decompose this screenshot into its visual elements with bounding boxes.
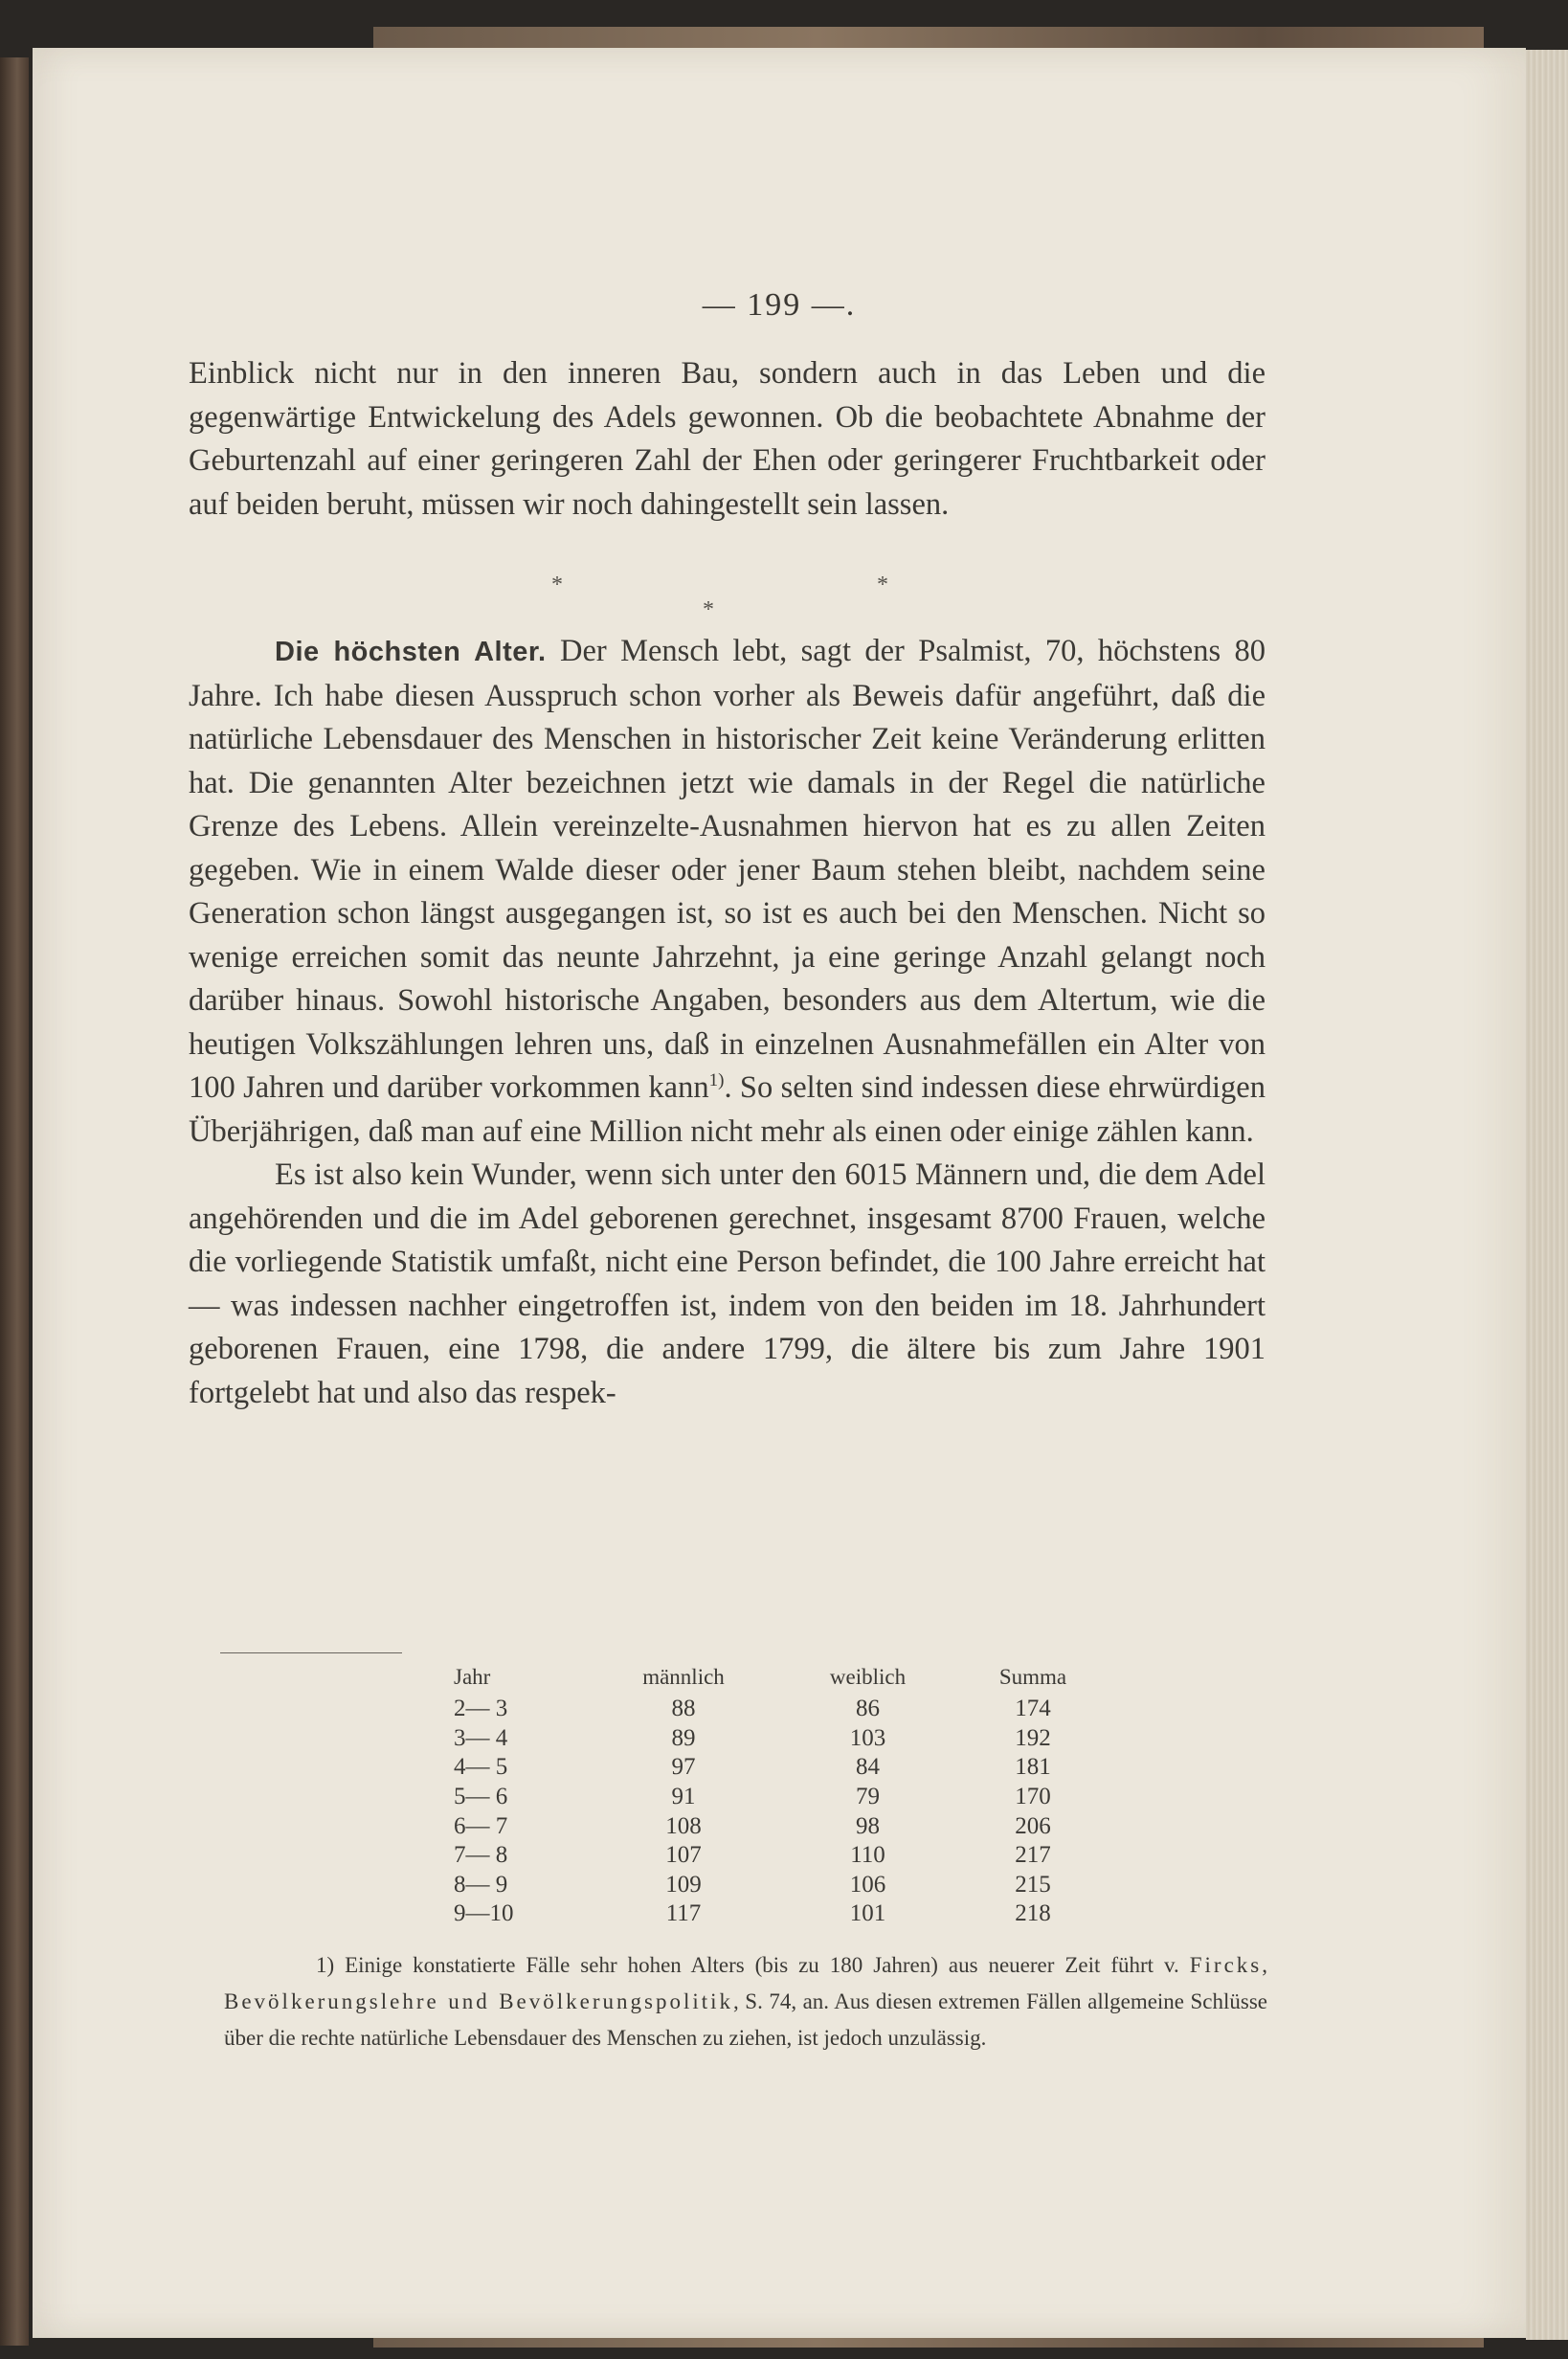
footnote-part-2: ,	[1262, 1953, 1267, 1977]
footnote-book-title: Bevölkerungslehre und Bevölkerungspolitik	[224, 1989, 734, 2013]
page-number: — 199 —.	[702, 287, 857, 323]
cell-summa: 218	[1015, 1900, 1051, 1927]
header-summa: Summa	[998, 1665, 1067, 1689]
cell-summa: 217	[1015, 1842, 1051, 1869]
cell-weiblich: 103	[849, 1724, 886, 1751]
cell-maennlich: 117	[665, 1900, 702, 1927]
table-row	[415, 1871, 1109, 1900]
asterism	[33, 573, 1526, 630]
paragraph-1	[189, 352, 1266, 527]
cell-weiblich: 98	[856, 1812, 880, 1839]
table-row	[415, 1753, 1109, 1783]
footnote-part-3: , S. 74, an. Aus diesen extremen Fällen allgemeine Schlüsse über die rechte natürliche Lebensdauer des Menschen zu ziehen, ist jedoch unzulässig.	[224, 1989, 1268, 2050]
paragraph-2-body	[189, 630, 1266, 1154]
cell-weiblich: 110	[850, 1842, 885, 1869]
cell-jahr: 7— 8	[454, 1842, 508, 1869]
cell-summa: 174	[1015, 1696, 1051, 1722]
cell-weiblich: 101	[849, 1900, 886, 1927]
asterism-right: *	[877, 573, 888, 597]
footnote	[224, 1947, 1267, 2056]
cell-weiblich: 106	[849, 1871, 886, 1898]
cell-weiblich: 84	[856, 1754, 880, 1781]
asterism-left: *	[551, 573, 563, 597]
cell-summa: 170	[1015, 1784, 1051, 1810]
paragraph-2-text-b: . So selten sind indessen diese ehrwürdigen Überjährigen, daß man auf eine Million nicht mehr als einen oder einige zählen kann.	[189, 1070, 1266, 1149]
cell-jahr: 6— 7	[454, 1812, 508, 1839]
cell-jahr: 2— 3	[454, 1696, 508, 1722]
cell-maennlich: 91	[671, 1784, 696, 1810]
cell-maennlich: 88	[671, 1696, 696, 1722]
cell-summa: 181	[1015, 1754, 1051, 1781]
paragraph-2	[189, 630, 1266, 1415]
footnote-reference[interactable]: 1)	[708, 1070, 725, 1091]
cell-jahr: 3— 4	[454, 1724, 508, 1751]
cell-maennlich: 97	[671, 1754, 696, 1781]
paragraph-2-text-a: Der Mensch lebt, sagt der Psalmist, 70, höchstens 80 Jahre. Ich habe diesen Ausspruch schon vorher als Beweis dafür angeführt, daß die natürliche Lebensdauer des Menschen in historischer Zeit keine Veränderung erlitten hat. Die genannten Alter bezeichnen jetzt wie damals in der Regel die natürliche Grenze des Lebens. Allein vereinzelte-Ausnahmen hiervon hat es zu allen Zeiten gegeben. Wie in einem Walde dieser oder jener Baum stehen bleibt, nachdem seine Generation schon längst ausgegangen ist, so ist es auch bei den Menschen. Nicht so wenige erreichen somit das neunte Jahrzehnt, ja eine geringe Anzahl gelangt noch darüber hinaus. Sowohl historische Angaben, besonders aus dem Altertum, wie die heutigen Volkszählungen lehren uns, daß in einzelnen Ausnahmefällen ein Alter von 100 Jahren und darüber vorkommen kann	[189, 634, 1266, 1105]
table-row	[415, 1899, 1109, 1929]
header-jahr: Jahr	[454, 1665, 491, 1689]
paragraph-1-text: Einblick nicht nur in den inneren Bau, sondern auch in das Leben und die gegenwärtige Entwickelung des Adels gewonnen. Ob die beobachtete Abnahme der Geburtenzahl auf einer geringeren Zahl der Ehen oder geringerer Fruchtbarkeit oder auf beiden beruht, müssen wir noch dahingestellt sein lassen.	[189, 356, 1266, 522]
table-header-row	[415, 1660, 1109, 1695]
cell-summa: 215	[1015, 1871, 1051, 1898]
cell-maennlich: 108	[665, 1812, 702, 1839]
header-weiblich: weiblich	[829, 1665, 907, 1689]
table-row	[415, 1695, 1109, 1724]
cell-maennlich: 109	[665, 1871, 702, 1898]
cell-jahr: 9—10	[454, 1900, 514, 1927]
book-page	[33, 48, 1526, 2338]
header-maennlich: männlich	[642, 1665, 725, 1689]
asterism-center: *	[703, 597, 714, 622]
cell-maennlich: 107	[665, 1842, 702, 1869]
cell-maennlich: 89	[671, 1724, 696, 1751]
footnote-separator	[220, 1652, 402, 1653]
cell-summa: 192	[1015, 1724, 1051, 1751]
cell-jahr: 8— 9	[454, 1871, 508, 1898]
table-row	[415, 1811, 1109, 1841]
cell-jahr: 4— 5	[454, 1754, 508, 1781]
cell-jahr: 5— 6	[454, 1784, 508, 1810]
paragraph-3: Es ist also kein Wunder, wenn sich unter den 6015 Männern und, die dem Adel angehörenden und die im Adel geborenen gerechnet, insgesamt 8700 Frauen, welche die vorliegende Statistik umfaßt, nicht eine Person befindet, die 100 Jahre erreicht hat — was indessen nachher eingetroffen ist, indem von den beiden im 18. Jahrhundert geborenen Frauen, eine 1798, die andere 1799, die ältere bis zum Jahre 1901 fortgelebt hat und also das respek-	[189, 1157, 1266, 1410]
footnote-text	[224, 1947, 1267, 2056]
footnote-author: Fircks	[1189, 1953, 1263, 1977]
footnote-part-1: 1) Einige konstatierte Fälle sehr hohen Alters (bis zu 180 Jahren) aus neuerer Zeit führt v.	[316, 1953, 1190, 1977]
cell-weiblich: 79	[856, 1784, 880, 1810]
table-row	[415, 1724, 1109, 1754]
cell-summa: 206	[1015, 1812, 1051, 1839]
page-stack-edge	[1526, 50, 1568, 2340]
age-table	[415, 1660, 1109, 1929]
table-row	[415, 1841, 1109, 1871]
book-spine	[0, 57, 29, 2346]
cell-weiblich: 86	[856, 1696, 880, 1722]
section-heading: Die höchsten Alter.	[275, 637, 547, 667]
table-row	[415, 1783, 1109, 1812]
